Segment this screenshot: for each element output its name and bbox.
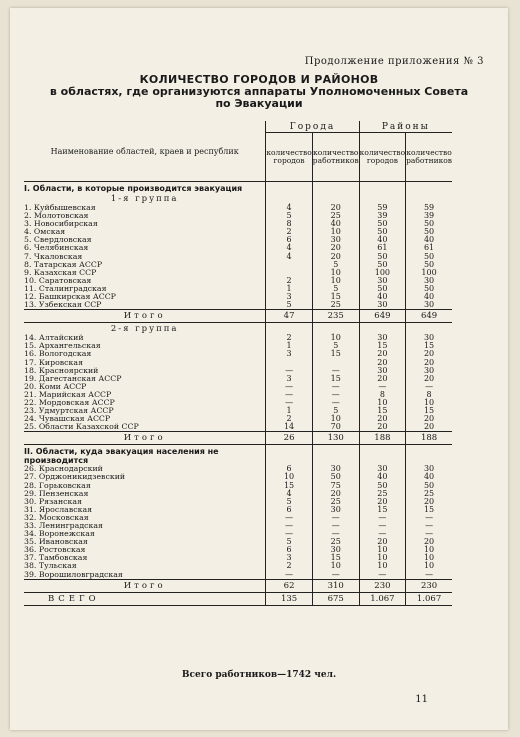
empty-cell — [359, 445, 405, 466]
value-cell: — — [266, 514, 312, 522]
value-cell — [266, 261, 312, 269]
table-row — [24, 236, 452, 244]
value-cell: 20 — [312, 490, 359, 498]
value-cell: 30 — [312, 546, 359, 554]
region-name: 24. Чувашская АССР — [24, 415, 111, 424]
header-cities-group: Города — [266, 121, 359, 133]
header-districts-group: Районы — [359, 121, 452, 133]
region-name: 15. Архангельская — [24, 342, 101, 351]
region-name: 21. Марийская АССР — [24, 390, 112, 399]
region-name: 37. Тамбовская — [24, 554, 88, 563]
footer-total-workers: Всего работников—1742 чел. — [181, 670, 337, 680]
header-districts-count: количество городов — [359, 133, 405, 182]
total-label: ВСЕГО — [24, 592, 266, 605]
table-row — [24, 342, 452, 350]
page-title — [10, 74, 508, 110]
value-cell: 40 — [406, 293, 452, 301]
value-cell: 100 — [359, 269, 405, 277]
value-cell: — — [266, 571, 312, 580]
empty-cell — [312, 182, 359, 194]
value-cell: 70 — [312, 423, 359, 432]
value-cell: 20 — [406, 498, 452, 506]
region-name: 10. Саратовская — [24, 276, 92, 285]
value-cell: — — [312, 514, 359, 522]
table-row — [24, 253, 452, 261]
value-cell: 5 — [312, 407, 359, 415]
value-cell: 40 — [359, 236, 405, 244]
value-cell: 20 — [312, 253, 359, 261]
table-row — [24, 212, 452, 220]
region-name: 32. Московская — [24, 513, 89, 522]
value-cell: 10 — [359, 399, 405, 407]
header-districts-workers: количество работников — [406, 133, 452, 182]
value-cell: 5 — [312, 261, 359, 269]
value-cell: 5 — [266, 301, 312, 310]
value-cell: 40 — [359, 293, 405, 301]
table-row — [24, 391, 452, 399]
title-line-1: КОЛИЧЕСТВО ГОРОДОВ И РАЙОНОВ — [139, 73, 379, 86]
value-cell: 10 — [406, 546, 452, 554]
region-name: 6. Челябинская — [24, 244, 89, 253]
value-cell: 20 — [312, 244, 359, 252]
table-row — [24, 301, 452, 310]
value-cell: 39 — [359, 212, 405, 220]
value-cell: 15 — [406, 342, 452, 350]
total-value: 188 — [406, 432, 452, 445]
table-row — [24, 423, 452, 432]
value-cell: 8 — [406, 391, 452, 399]
region-name: 4. Омская — [24, 228, 66, 237]
total-row — [24, 310, 452, 323]
total-value: 230 — [359, 579, 405, 592]
region-name: 13. Узбекская ССР — [24, 301, 102, 310]
total-value: 649 — [359, 310, 405, 323]
region-name: 30. Рязанская — [24, 497, 82, 506]
table-row — [24, 514, 452, 522]
value-cell: 8 — [359, 391, 405, 399]
region-name: 2. Молотовская — [24, 212, 89, 221]
header-name: Наименование областей, краев и республик — [24, 121, 266, 182]
region-name: 11. Сталинградская — [24, 284, 107, 293]
region-name: 36. Ростовская — [24, 546, 86, 555]
value-cell: 50 — [406, 261, 452, 269]
value-cell: — — [312, 571, 359, 580]
value-cell: 5 — [266, 212, 312, 220]
section-heading: II. Области, куда эвакуация населения не производится — [24, 447, 219, 466]
total-value: 1.067 — [406, 592, 452, 605]
table-row — [24, 465, 452, 473]
table-row — [24, 277, 452, 285]
region-name: 17. Кировская — [24, 358, 83, 367]
value-cell: — — [359, 514, 405, 522]
continuation-note: Продолжение приложения № 3 — [304, 56, 484, 67]
value-cell: 3 — [266, 293, 312, 301]
value-cell: 15 — [406, 407, 452, 415]
value-cell: — — [359, 522, 405, 530]
value-cell: 2 — [266, 562, 312, 570]
value-cell: 15 — [359, 407, 405, 415]
region-name: 7. Чкаловская — [24, 252, 83, 261]
value-cell: 25 — [312, 301, 359, 310]
value-cell: — — [266, 391, 312, 399]
value-cell: — — [312, 391, 359, 399]
value-cell: 6 — [266, 236, 312, 244]
table-row — [24, 285, 452, 293]
value-cell: 15 — [312, 350, 359, 358]
header-cities-workers: количество работников — [312, 133, 359, 182]
value-cell: 10 — [312, 415, 359, 423]
region-name: 1. Куйбышевская — [24, 204, 96, 212]
value-cell: 5 — [312, 342, 359, 350]
total-value: 1.067 — [359, 592, 405, 605]
table-row — [24, 367, 452, 375]
value-cell: 30 — [359, 367, 405, 375]
value-cell: 6 — [266, 546, 312, 554]
value-cell: 20 — [406, 359, 452, 367]
value-cell: 1 — [266, 407, 312, 415]
value-cell: 50 — [359, 285, 405, 293]
value-cell: 15 — [359, 342, 405, 350]
value-cell: 50 — [406, 482, 452, 490]
value-cell: 61 — [406, 244, 452, 252]
value-cell: — — [312, 530, 359, 538]
value-cell: 2 — [266, 277, 312, 285]
value-cell: 30 — [312, 236, 359, 244]
value-cell: 50 — [359, 482, 405, 490]
value-cell: — — [312, 383, 359, 391]
value-cell: 20 — [406, 350, 452, 358]
value-cell: — — [266, 399, 312, 407]
region-name: 19. Дагестанская АССР — [24, 374, 122, 383]
table-row — [24, 571, 452, 580]
value-cell: 20 — [406, 415, 452, 423]
region-name: 39. Ворошиловградская — [24, 570, 123, 579]
empty-cell — [266, 182, 312, 194]
value-cell: 25 — [406, 490, 452, 498]
table-row — [24, 220, 452, 228]
value-cell: 4 — [266, 204, 312, 212]
total-value: 675 — [312, 592, 359, 605]
value-cell: 30 — [406, 367, 452, 375]
value-cell: 8 — [266, 220, 312, 228]
value-cell: 59 — [359, 204, 405, 212]
region-name: 14. Алтайский — [24, 334, 84, 343]
value-cell: 10 — [406, 399, 452, 407]
document-page — [10, 8, 508, 730]
value-cell: 50 — [406, 253, 452, 261]
value-cell: 5 — [266, 538, 312, 546]
table-row — [24, 538, 452, 546]
value-cell: — — [266, 367, 312, 375]
table-row — [24, 350, 452, 358]
total-value: 26 — [266, 432, 312, 445]
value-cell: 20 — [406, 375, 452, 383]
value-cell: 20 — [312, 204, 359, 212]
value-cell: — — [406, 522, 452, 530]
value-cell: — — [359, 571, 405, 580]
value-cell: 30 — [312, 465, 359, 473]
region-name: 29. Пензенская — [24, 489, 89, 498]
table-row — [24, 546, 452, 554]
table-row — [24, 506, 452, 514]
header-cities-count: количество городов — [266, 133, 312, 182]
value-cell: 25 — [359, 490, 405, 498]
value-cell: 10 — [359, 562, 405, 570]
region-name: 20. Коми АССР — [24, 382, 87, 391]
value-cell: 30 — [312, 506, 359, 514]
value-cell: 30 — [359, 277, 405, 285]
region-name: 31. Ярославская — [24, 505, 93, 514]
total-label: Итого — [24, 310, 266, 323]
table-row — [24, 482, 452, 490]
value-cell: 3 — [266, 350, 312, 358]
value-cell: 1 — [266, 285, 312, 293]
value-cell: 4 — [266, 244, 312, 252]
value-cell: 50 — [406, 228, 452, 236]
value-cell: — — [266, 530, 312, 538]
grand-total-row — [24, 592, 452, 605]
value-cell: 40 — [406, 236, 452, 244]
section-heading-row — [24, 182, 452, 194]
value-cell: 2 — [266, 334, 312, 342]
table-row — [24, 554, 452, 562]
table-row — [24, 415, 452, 423]
region-name: 18. Красноярский — [24, 366, 99, 375]
title-line-3: по Эвакуации — [215, 97, 303, 110]
value-cell: 10 — [312, 562, 359, 570]
value-cell: — — [406, 514, 452, 522]
title-line-2: в областях, где организуются аппараты Уполномоченных Совета — [49, 85, 469, 98]
total-row — [24, 432, 452, 445]
value-cell: 50 — [359, 261, 405, 269]
region-name: 9. Казахская ССР — [24, 268, 97, 277]
value-cell: 100 — [406, 269, 452, 277]
region-name: 8. Татарская АССР — [24, 260, 103, 269]
value-cell: — — [312, 522, 359, 530]
value-cell: 61 — [359, 244, 405, 252]
value-cell: 20 — [359, 359, 405, 367]
value-cell: 15 — [266, 482, 312, 490]
table-row — [24, 530, 452, 538]
value-cell: 40 — [406, 473, 452, 481]
region-name: 28. Горьковская — [24, 481, 91, 490]
empty-cell — [312, 445, 359, 466]
region-name: 12. Башкирская АССР — [24, 293, 116, 302]
value-cell: 20 — [359, 423, 405, 432]
value-cell: 1 — [266, 342, 312, 350]
value-cell: 4 — [266, 253, 312, 261]
total-value: 235 — [312, 310, 359, 323]
total-value: 310 — [312, 579, 359, 592]
total-value: 188 — [359, 432, 405, 445]
table-row — [24, 407, 452, 415]
table-row — [24, 204, 452, 212]
value-cell: 15 — [359, 506, 405, 514]
value-cell: 30 — [406, 334, 452, 342]
value-cell: 25 — [312, 498, 359, 506]
region-name: 34. Воронежская — [24, 530, 95, 539]
value-cell: 3 — [266, 554, 312, 562]
value-cell: — — [312, 399, 359, 407]
value-cell: 4 — [266, 490, 312, 498]
total-label: Итого — [24, 432, 266, 445]
value-cell: 10 — [359, 554, 405, 562]
table-row — [24, 375, 452, 383]
value-cell: 10 — [312, 228, 359, 236]
value-cell: — — [359, 383, 405, 391]
value-cell: 6 — [266, 506, 312, 514]
table-row — [24, 562, 452, 570]
value-cell: 40 — [312, 220, 359, 228]
total-value: 62 — [266, 579, 312, 592]
table-row — [24, 498, 452, 506]
data-table — [24, 121, 452, 606]
value-cell: 10 — [406, 562, 452, 570]
table-row — [24, 473, 452, 481]
value-cell: 10 — [359, 546, 405, 554]
value-cell: 50 — [359, 228, 405, 236]
value-cell: 30 — [359, 334, 405, 342]
section-heading-row — [24, 445, 452, 466]
table-row — [24, 269, 452, 277]
value-cell: 50 — [312, 473, 359, 481]
value-cell: 50 — [406, 220, 452, 228]
value-cell: 59 — [406, 204, 452, 212]
group-label: 2-я группа — [110, 323, 179, 334]
value-cell: 20 — [359, 498, 405, 506]
table-row — [24, 293, 452, 301]
total-value: 649 — [406, 310, 452, 323]
region-name: 16. Вологодская — [24, 350, 92, 359]
value-cell: 50 — [406, 285, 452, 293]
value-cell: 25 — [312, 212, 359, 220]
region-name: 35. Ивановская — [24, 538, 88, 547]
value-cell: 30 — [359, 301, 405, 310]
empty-cell — [406, 445, 452, 466]
value-cell: 20 — [359, 350, 405, 358]
table-row — [24, 228, 452, 236]
value-cell: 30 — [406, 465, 452, 473]
value-cell: 10 — [312, 334, 359, 342]
value-cell: 2 — [266, 415, 312, 423]
table-row — [24, 399, 452, 407]
value-cell: 20 — [359, 415, 405, 423]
value-cell: 20 — [359, 538, 405, 546]
empty-cell — [359, 182, 405, 194]
region-name: 27. Орджоникидзевский — [24, 473, 126, 482]
region-name: 25. Области Казахской ССР — [24, 423, 139, 432]
value-cell: 14 — [266, 423, 312, 432]
value-cell: 50 — [359, 253, 405, 261]
table-row — [24, 334, 452, 342]
total-label: Итого — [24, 579, 266, 592]
value-cell: 10 — [312, 269, 359, 277]
table-row — [24, 522, 452, 530]
table-row — [24, 244, 452, 252]
value-cell: 15 — [312, 375, 359, 383]
value-cell: 15 — [312, 293, 359, 301]
value-cell: 6 — [266, 465, 312, 473]
value-cell: — — [406, 383, 452, 391]
region-name: 22. Мордовская АССР — [24, 398, 115, 407]
region-name: 23. Удмуртская АССР — [24, 407, 114, 416]
region-name: 33. Ленинградская — [24, 522, 103, 530]
total-value: 130 — [312, 432, 359, 445]
value-cell: 10 — [266, 473, 312, 481]
empty-cell — [266, 445, 312, 466]
value-cell: 15 — [312, 554, 359, 562]
value-cell: 20 — [406, 423, 452, 432]
region-name: 3. Новосибирская — [24, 220, 98, 229]
value-cell: — — [266, 522, 312, 530]
section-heading: I. Области, в которые производится эвакуация — [24, 184, 243, 193]
value-cell: 40 — [359, 473, 405, 481]
total-value: 230 — [406, 579, 452, 592]
region-name: 38. Тульская — [24, 562, 77, 571]
value-cell: 3 — [266, 375, 312, 383]
value-cell: — — [406, 571, 452, 580]
table-row — [24, 490, 452, 498]
value-cell: 25 — [312, 538, 359, 546]
table-row — [24, 359, 452, 367]
empty-cell — [406, 182, 452, 194]
total-value: 47 — [266, 310, 312, 323]
value-cell: — — [359, 530, 405, 538]
table-row — [24, 383, 452, 391]
value-cell: 30 — [406, 301, 452, 310]
page-number: 11 — [415, 694, 428, 705]
value-cell: 10 — [406, 554, 452, 562]
value-cell: 75 — [312, 482, 359, 490]
value-cell: 20 — [406, 538, 452, 546]
value-cell: 20 — [359, 375, 405, 383]
value-cell: — — [406, 530, 452, 538]
group-label: 1-я группа — [110, 193, 179, 204]
value-cell: 30 — [406, 277, 452, 285]
total-value: 135 — [266, 592, 312, 605]
value-cell: 30 — [359, 465, 405, 473]
region-name: 5. Свердловская — [24, 236, 92, 245]
value-cell: 39 — [406, 212, 452, 220]
value-cell: 10 — [312, 277, 359, 285]
value-cell: 50 — [359, 220, 405, 228]
group-label-row — [24, 193, 452, 204]
value-cell: 15 — [406, 506, 452, 514]
group-label-row — [24, 323, 452, 335]
value-cell: — — [312, 367, 359, 375]
total-row — [24, 579, 452, 592]
region-name: 26. Краснодарский — [24, 465, 103, 474]
value-cell: 5 — [266, 498, 312, 506]
value-cell: 2 — [266, 228, 312, 236]
value-cell: — — [266, 383, 312, 391]
value-cell: 5 — [312, 285, 359, 293]
